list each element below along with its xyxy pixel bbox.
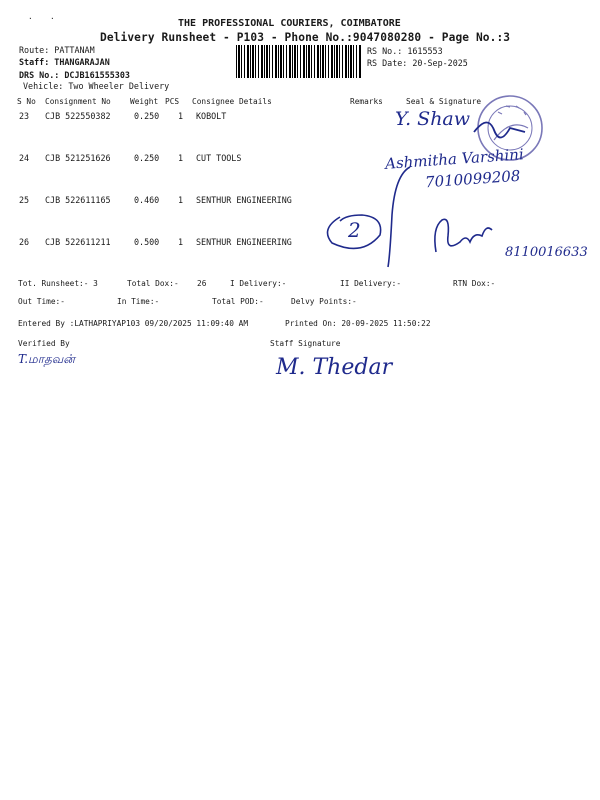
col-sno: S No <box>17 97 36 106</box>
row-sno: 25 <box>19 195 30 205</box>
row-pcs: 1 <box>178 153 184 163</box>
i-delivery: I Delivery:- <box>230 279 287 288</box>
delvy-points: Delvy Points:- <box>291 297 357 306</box>
signature-stroke <box>470 110 530 140</box>
col-consignee: Consignee Details <box>192 97 272 106</box>
row-sno: 26 <box>19 237 30 247</box>
row24-receiver-name: Ashmitha Varshini <box>384 145 525 173</box>
verified-by-label: Verified By <box>18 339 70 348</box>
row26-circled-count: 2 <box>348 218 361 242</box>
row-sno: 23 <box>19 111 30 121</box>
stray-mark: · <box>50 14 55 23</box>
row23-signature: Y. Shaw <box>395 108 471 130</box>
row-consignment: CJB 522550382 <box>45 111 111 121</box>
total-pod: Total POD:- <box>212 297 264 306</box>
row-weight: 0.500 <box>134 237 160 247</box>
row-consignee: KOBOLT <box>196 111 227 121</box>
stray-mark: · <box>28 14 33 23</box>
staff-label: Staff: THANGARAJAN <box>19 57 110 67</box>
row24-phone: 7010099208 <box>424 166 521 192</box>
rs-date: RS Date: 20-Sep-2025 <box>367 58 468 68</box>
tot-runsheet: Tot. Runsheet:- 3 <box>18 279 98 288</box>
row-weight: 0.460 <box>134 195 160 205</box>
vehicle-label: Vehicle: Two Wheeler Delivery <box>23 81 170 91</box>
staff-signature: M. Thedar <box>276 355 393 380</box>
route-label: Route: PATTANAM <box>19 45 95 55</box>
row-consignee: SENTHUR ENGINEERING <box>196 237 292 247</box>
out-time: Out Time:- <box>18 297 65 306</box>
verified-by-signature: T.மாதவன் <box>18 352 75 366</box>
runsheet-subtitle: Delivery Runsheet - P103 - Phone No.:9047080280 - Page No.:3 <box>100 31 511 44</box>
row-pcs: 1 <box>178 195 184 205</box>
row-weight: 0.250 <box>134 111 160 121</box>
rs-number: RS No.: 1615553 <box>367 46 443 56</box>
col-seal: Seal & Signature <box>406 97 482 106</box>
company-title: THE PROFESSIONAL COURIERS, COIMBATORE <box>178 18 401 29</box>
staff-signature-label: Staff Signature <box>270 339 341 348</box>
total-dox-value: 26 <box>197 279 207 288</box>
col-pcs: PCS <box>165 97 180 106</box>
barcode <box>236 45 361 78</box>
row26-phone: 8110016633 <box>505 245 588 260</box>
ii-delivery: II Delivery:- <box>340 279 402 288</box>
printed-on: Printed On: 20-09-2025 11:50:22 <box>285 319 431 328</box>
row-consignment: CJB 522611165 <box>45 195 111 205</box>
entered-by: Entered By :LATHAPRIYAP103 09/20/2025 11:09:40 AM <box>18 319 249 328</box>
row-pcs: 1 <box>178 237 184 247</box>
row-weight: 0.250 <box>134 153 160 163</box>
col-consignment: Consignment No <box>45 97 111 106</box>
in-time: In Time:- <box>117 297 160 306</box>
rtn-dox: RTN Dox:- <box>453 279 496 288</box>
total-dox-label: Total Dox:- <box>127 279 179 288</box>
row-pcs: 1 <box>178 111 184 121</box>
row-consignee: CUT TOOLS <box>196 153 242 163</box>
row-consignment: CJB 522611211 <box>45 237 111 247</box>
drs-label: DRS No.: DCJB161555303 <box>19 70 130 80</box>
row-consignee: SENTHUR ENGINEERING <box>196 195 292 205</box>
row-sno: 24 <box>19 153 30 163</box>
row-consignment: CJB 521251626 <box>45 153 111 163</box>
col-remarks: Remarks <box>350 97 383 106</box>
bracket-stroke <box>310 165 420 275</box>
row26-signature <box>430 212 500 262</box>
col-weight: Weight <box>130 97 159 106</box>
